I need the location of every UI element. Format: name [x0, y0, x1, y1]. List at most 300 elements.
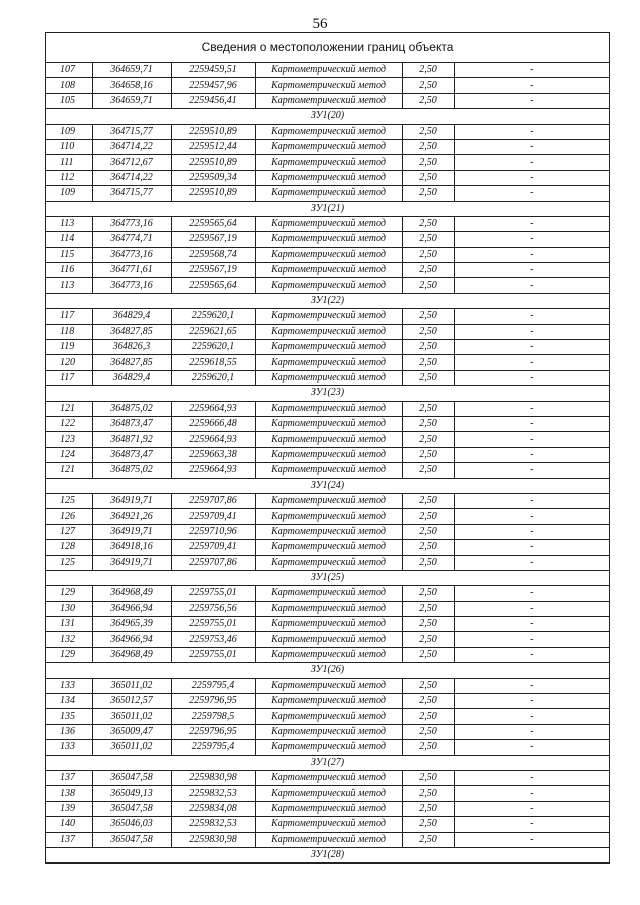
point-number-cell: 125	[46, 493, 92, 508]
method-cell: Картометрический метод	[255, 770, 402, 785]
x-coordinate-cell: 364827,85	[92, 355, 171, 370]
description-cell: -	[454, 93, 609, 108]
x-coordinate-cell: 365011,02	[92, 740, 171, 755]
point-number-cell: 109	[46, 124, 92, 139]
y-coordinate-cell: 2259567,19	[171, 263, 255, 278]
point-number-cell: 113	[46, 216, 92, 231]
precision-cell: 2,50	[402, 601, 454, 616]
y-coordinate-cell: 2259798,5	[171, 709, 255, 724]
precision-cell: 2,50	[402, 801, 454, 816]
precision-cell: 2,50	[402, 324, 454, 339]
table-row	[46, 586, 609, 601]
method-cell: Картометрический метод	[255, 247, 402, 262]
point-number-cell: 113	[46, 278, 92, 293]
group-header-row	[46, 663, 609, 678]
x-coordinate-cell: 364773,16	[92, 247, 171, 262]
description-cell: -	[454, 555, 609, 570]
y-coordinate-cell: 2259512,44	[171, 139, 255, 154]
point-number-cell: 121	[46, 401, 92, 416]
table-row	[46, 724, 609, 739]
method-cell: Картометрический метод	[255, 694, 402, 709]
method-cell: Картометрический метод	[255, 678, 402, 693]
x-coordinate-cell: 364966,94	[92, 632, 171, 647]
group-header-row	[46, 570, 609, 585]
method-cell: Картометрический метод	[255, 509, 402, 524]
y-coordinate-cell: 2259796,95	[171, 724, 255, 739]
description-cell: -	[454, 139, 609, 154]
y-coordinate-cell: 2259710,96	[171, 524, 255, 539]
point-number-cell: 139	[46, 801, 92, 816]
description-cell: -	[454, 586, 609, 601]
table-row	[46, 632, 609, 647]
point-number-cell: 108	[46, 78, 92, 93]
precision-cell: 2,50	[402, 694, 454, 709]
point-number-cell: 124	[46, 447, 92, 462]
point-number-cell: 115	[46, 247, 92, 262]
point-number-cell: 128	[46, 540, 92, 555]
point-number-cell: 127	[46, 524, 92, 539]
group-label: ЗУ1(24)	[46, 478, 609, 493]
y-coordinate-cell: 2259832,53	[171, 817, 255, 832]
precision-cell: 2,50	[402, 416, 454, 431]
precision-cell: 2,50	[402, 247, 454, 262]
x-coordinate-cell: 364965,39	[92, 617, 171, 632]
y-coordinate-cell: 2259796,95	[171, 694, 255, 709]
table-row	[46, 555, 609, 570]
point-number-cell: 107	[46, 63, 92, 78]
table-title: Сведения о местоположении границ объекта	[46, 33, 609, 63]
y-coordinate-cell: 2259832,53	[171, 786, 255, 801]
y-coordinate-cell: 2259620,1	[171, 309, 255, 324]
description-cell: -	[454, 540, 609, 555]
table-row	[46, 370, 609, 385]
method-cell: Картометрический метод	[255, 186, 402, 201]
method-cell: Картометрический метод	[255, 340, 402, 355]
description-cell: -	[454, 617, 609, 632]
table-row	[46, 463, 609, 478]
method-cell: Картометрический метод	[255, 555, 402, 570]
table-row	[46, 647, 609, 662]
y-coordinate-cell: 2259795,4	[171, 740, 255, 755]
description-cell: -	[454, 186, 609, 201]
point-number-cell: 123	[46, 432, 92, 447]
table-row	[46, 124, 609, 139]
point-number-cell: 129	[46, 647, 92, 662]
point-number-cell: 129	[46, 586, 92, 601]
x-coordinate-cell: 365046,03	[92, 817, 171, 832]
x-coordinate-cell: 365047,58	[92, 801, 171, 816]
method-cell: Картометрический метод	[255, 832, 402, 847]
precision-cell: 2,50	[402, 540, 454, 555]
table-row	[46, 324, 609, 339]
point-number-cell: 130	[46, 601, 92, 616]
y-coordinate-cell: 2259568,74	[171, 247, 255, 262]
precision-cell: 2,50	[402, 170, 454, 185]
precision-cell: 2,50	[402, 309, 454, 324]
x-coordinate-cell: 364715,77	[92, 186, 171, 201]
y-coordinate-cell: 2259459,51	[171, 63, 255, 78]
method-cell: Картометрический метод	[255, 216, 402, 231]
x-coordinate-cell: 365012,57	[92, 694, 171, 709]
method-cell: Картометрический метод	[255, 801, 402, 816]
precision-cell: 2,50	[402, 370, 454, 385]
x-coordinate-cell: 364919,71	[92, 555, 171, 570]
method-cell: Картометрический метод	[255, 355, 402, 370]
table-row	[46, 155, 609, 170]
method-cell: Картометрический метод	[255, 124, 402, 139]
group-label: ЗУ1(25)	[46, 570, 609, 585]
y-coordinate-cell: 2259567,19	[171, 232, 255, 247]
table-row	[46, 93, 609, 108]
group-header-row	[46, 109, 609, 124]
point-number-cell: 136	[46, 724, 92, 739]
x-coordinate-cell: 364714,22	[92, 139, 171, 154]
method-cell: Картометрический метод	[255, 63, 402, 78]
table-row	[46, 817, 609, 832]
group-header-row	[46, 755, 609, 770]
y-coordinate-cell: 2259663,38	[171, 447, 255, 462]
group-header-row	[46, 201, 609, 216]
x-coordinate-cell: 364659,71	[92, 63, 171, 78]
precision-cell: 2,50	[402, 709, 454, 724]
x-coordinate-cell: 365047,58	[92, 832, 171, 847]
precision-cell: 2,50	[402, 586, 454, 601]
description-cell: -	[454, 678, 609, 693]
precision-cell: 2,50	[402, 617, 454, 632]
y-coordinate-cell: 2259753,46	[171, 632, 255, 647]
precision-cell: 2,50	[402, 786, 454, 801]
precision-cell: 2,50	[402, 632, 454, 647]
precision-cell: 2,50	[402, 216, 454, 231]
method-cell: Картометрический метод	[255, 632, 402, 647]
precision-cell: 2,50	[402, 770, 454, 785]
x-coordinate-cell: 364715,77	[92, 124, 171, 139]
x-coordinate-cell: 364871,92	[92, 432, 171, 447]
x-coordinate-cell: 364873,47	[92, 447, 171, 462]
y-coordinate-cell: 2259795,4	[171, 678, 255, 693]
y-coordinate-cell: 2259620,1	[171, 370, 255, 385]
precision-cell: 2,50	[402, 509, 454, 524]
table-row	[46, 740, 609, 755]
y-coordinate-cell: 2259666,48	[171, 416, 255, 431]
table-row	[46, 540, 609, 555]
description-cell: -	[454, 493, 609, 508]
point-number-cell: 125	[46, 555, 92, 570]
point-number-cell: 119	[46, 340, 92, 355]
precision-cell: 2,50	[402, 63, 454, 78]
method-cell: Картометрический метод	[255, 139, 402, 154]
method-cell: Картометрический метод	[255, 370, 402, 385]
table-row	[46, 340, 609, 355]
point-number-cell: 126	[46, 509, 92, 524]
group-label: ЗУ1(22)	[46, 293, 609, 308]
point-number-cell: 117	[46, 370, 92, 385]
method-cell: Картометрический метод	[255, 493, 402, 508]
x-coordinate-cell: 364714,22	[92, 170, 171, 185]
x-coordinate-cell: 364773,16	[92, 216, 171, 231]
precision-cell: 2,50	[402, 232, 454, 247]
table-row	[46, 770, 609, 785]
point-number-cell: 105	[46, 93, 92, 108]
description-cell: -	[454, 124, 609, 139]
precision-cell: 2,50	[402, 432, 454, 447]
table-row	[46, 401, 609, 416]
y-coordinate-cell: 2259830,98	[171, 770, 255, 785]
precision-cell: 2,50	[402, 524, 454, 539]
y-coordinate-cell: 2259834,08	[171, 801, 255, 816]
precision-cell: 2,50	[402, 124, 454, 139]
description-cell: -	[454, 463, 609, 478]
x-coordinate-cell: 364827,85	[92, 324, 171, 339]
point-number-cell: 133	[46, 678, 92, 693]
method-cell: Картометрический метод	[255, 740, 402, 755]
description-cell: -	[454, 740, 609, 755]
x-coordinate-cell: 365047,58	[92, 770, 171, 785]
point-number-cell: 111	[46, 155, 92, 170]
point-number-cell: 109	[46, 186, 92, 201]
table-row	[46, 278, 609, 293]
method-cell: Картометрический метод	[255, 647, 402, 662]
x-coordinate-cell: 364873,47	[92, 416, 171, 431]
x-coordinate-cell: 364829,4	[92, 370, 171, 385]
description-cell: -	[454, 340, 609, 355]
method-cell: Картометрический метод	[255, 232, 402, 247]
description-cell: -	[454, 370, 609, 385]
group-header-row	[46, 386, 609, 401]
y-coordinate-cell: 2259755,01	[171, 586, 255, 601]
precision-cell: 2,50	[402, 355, 454, 370]
table-row	[46, 139, 609, 154]
description-cell: -	[454, 170, 609, 185]
method-cell: Картометрический метод	[255, 432, 402, 447]
description-cell: -	[454, 832, 609, 847]
y-coordinate-cell: 2259509,34	[171, 170, 255, 185]
group-label: ЗУ1(21)	[46, 201, 609, 216]
method-cell: Картометрический метод	[255, 170, 402, 185]
table-row	[46, 309, 609, 324]
method-cell: Картометрический метод	[255, 540, 402, 555]
point-number-cell: 114	[46, 232, 92, 247]
table-row	[46, 524, 609, 539]
group-label: ЗУ1(26)	[46, 663, 609, 678]
point-number-cell: 137	[46, 770, 92, 785]
description-cell: -	[454, 232, 609, 247]
precision-cell: 2,50	[402, 724, 454, 739]
y-coordinate-cell: 2259510,89	[171, 124, 255, 139]
x-coordinate-cell: 364966,94	[92, 601, 171, 616]
description-cell: -	[454, 216, 609, 231]
y-coordinate-cell: 2259830,98	[171, 832, 255, 847]
x-coordinate-cell: 364659,71	[92, 93, 171, 108]
description-cell: -	[454, 509, 609, 524]
description-cell: -	[454, 278, 609, 293]
method-cell: Картометрический метод	[255, 617, 402, 632]
point-number-cell: 117	[46, 309, 92, 324]
x-coordinate-cell: 364658,16	[92, 78, 171, 93]
description-cell: -	[454, 309, 609, 324]
y-coordinate-cell: 2259755,01	[171, 647, 255, 662]
precision-cell: 2,50	[402, 78, 454, 93]
table-row	[46, 694, 609, 709]
group-label: ЗУ1(28)	[46, 847, 609, 862]
method-cell: Картометрический метод	[255, 78, 402, 93]
precision-cell: 2,50	[402, 93, 454, 108]
description-cell: -	[454, 432, 609, 447]
description-cell: -	[454, 694, 609, 709]
x-coordinate-cell: 365009,47	[92, 724, 171, 739]
precision-cell: 2,50	[402, 278, 454, 293]
precision-cell: 2,50	[402, 401, 454, 416]
point-number-cell: 112	[46, 170, 92, 185]
table-row	[46, 416, 609, 431]
description-cell: -	[454, 709, 609, 724]
y-coordinate-cell: 2259755,01	[171, 617, 255, 632]
point-number-cell: 131	[46, 617, 92, 632]
point-number-cell: 121	[46, 463, 92, 478]
x-coordinate-cell: 364919,71	[92, 524, 171, 539]
point-number-cell: 122	[46, 416, 92, 431]
method-cell: Картометрический метод	[255, 447, 402, 462]
description-cell: -	[454, 601, 609, 616]
table-row	[46, 447, 609, 462]
x-coordinate-cell: 364921,26	[92, 509, 171, 524]
table-row	[46, 78, 609, 93]
y-coordinate-cell: 2259456,41	[171, 93, 255, 108]
point-number-cell: 116	[46, 263, 92, 278]
description-cell: -	[454, 770, 609, 785]
y-coordinate-cell: 2259618,55	[171, 355, 255, 370]
group-label: ЗУ1(23)	[46, 386, 609, 401]
method-cell: Картометрический метод	[255, 401, 402, 416]
x-coordinate-cell: 364829,4	[92, 309, 171, 324]
description-cell: -	[454, 647, 609, 662]
x-coordinate-cell: 364826,3	[92, 340, 171, 355]
y-coordinate-cell: 2259709,41	[171, 509, 255, 524]
point-number-cell: 133	[46, 740, 92, 755]
description-cell: -	[454, 786, 609, 801]
x-coordinate-cell: 364771,61	[92, 263, 171, 278]
method-cell: Картометрический метод	[255, 586, 402, 601]
point-number-cell: 137	[46, 832, 92, 847]
table-row	[46, 216, 609, 231]
description-cell: -	[454, 632, 609, 647]
method-cell: Картометрический метод	[255, 324, 402, 339]
x-coordinate-cell: 365049,13	[92, 786, 171, 801]
x-coordinate-cell: 364968,49	[92, 647, 171, 662]
description-cell: -	[454, 416, 609, 431]
point-number-cell: 118	[46, 324, 92, 339]
table-row	[46, 432, 609, 447]
table-row	[46, 509, 609, 524]
x-coordinate-cell: 364875,02	[92, 401, 171, 416]
precision-cell: 2,50	[402, 340, 454, 355]
group-label: ЗУ1(20)	[46, 109, 609, 124]
description-cell: -	[454, 155, 609, 170]
precision-cell: 2,50	[402, 493, 454, 508]
description-cell: -	[454, 63, 609, 78]
y-coordinate-cell: 2259510,89	[171, 186, 255, 201]
precision-cell: 2,50	[402, 139, 454, 154]
table-row	[46, 786, 609, 801]
precision-cell: 2,50	[402, 678, 454, 693]
precision-cell: 2,50	[402, 647, 454, 662]
description-cell: -	[454, 401, 609, 416]
description-cell: -	[454, 801, 609, 816]
y-coordinate-cell: 2259707,86	[171, 493, 255, 508]
method-cell: Картометрический метод	[255, 786, 402, 801]
x-coordinate-cell: 364712,67	[92, 155, 171, 170]
precision-cell: 2,50	[402, 263, 454, 278]
x-coordinate-cell: 365011,02	[92, 678, 171, 693]
point-number-cell: 140	[46, 817, 92, 832]
precision-cell: 2,50	[402, 817, 454, 832]
precision-cell: 2,50	[402, 740, 454, 755]
description-cell: -	[454, 447, 609, 462]
table-row	[46, 232, 609, 247]
y-coordinate-cell: 2259664,93	[171, 463, 255, 478]
point-number-cell: 132	[46, 632, 92, 647]
y-coordinate-cell: 2259664,93	[171, 432, 255, 447]
table-row	[46, 801, 609, 816]
y-coordinate-cell: 2259565,64	[171, 278, 255, 293]
precision-cell: 2,50	[402, 447, 454, 462]
method-cell: Картометрический метод	[255, 93, 402, 108]
page-number: 56	[312, 16, 328, 32]
method-cell: Картометрический метод	[255, 724, 402, 739]
y-coordinate-cell: 2259664,93	[171, 401, 255, 416]
table-row	[46, 832, 609, 847]
description-cell: -	[454, 355, 609, 370]
point-number-cell: 134	[46, 694, 92, 709]
table-row	[46, 186, 609, 201]
table-row	[46, 355, 609, 370]
boundary-table-frame	[45, 32, 610, 864]
y-coordinate-cell: 2259709,41	[171, 540, 255, 555]
method-cell: Картометрический метод	[255, 263, 402, 278]
table-row	[46, 617, 609, 632]
description-cell: -	[454, 263, 609, 278]
method-cell: Картометрический метод	[255, 463, 402, 478]
method-cell: Картометрический метод	[255, 278, 402, 293]
point-number-cell: 135	[46, 709, 92, 724]
point-number-cell: 110	[46, 139, 92, 154]
description-cell: -	[454, 324, 609, 339]
table-row	[46, 170, 609, 185]
table-row	[46, 709, 609, 724]
table-row	[46, 247, 609, 262]
x-coordinate-cell: 364773,16	[92, 278, 171, 293]
y-coordinate-cell: 2259756,56	[171, 601, 255, 616]
group-label: ЗУ1(27)	[46, 755, 609, 770]
boundary-points-table	[46, 63, 609, 863]
method-cell: Картометрический метод	[255, 524, 402, 539]
method-cell: Картометрический метод	[255, 601, 402, 616]
method-cell: Картометрический метод	[255, 709, 402, 724]
table-row	[46, 678, 609, 693]
x-coordinate-cell: 364919,71	[92, 493, 171, 508]
description-cell: -	[454, 247, 609, 262]
group-header-row	[46, 478, 609, 493]
precision-cell: 2,50	[402, 186, 454, 201]
y-coordinate-cell: 2259457,96	[171, 78, 255, 93]
point-number-cell: 120	[46, 355, 92, 370]
y-coordinate-cell: 2259620,1	[171, 340, 255, 355]
precision-cell: 2,50	[402, 555, 454, 570]
precision-cell: 2,50	[402, 463, 454, 478]
group-header-row	[46, 293, 609, 308]
precision-cell: 2,50	[402, 155, 454, 170]
description-cell: -	[454, 78, 609, 93]
